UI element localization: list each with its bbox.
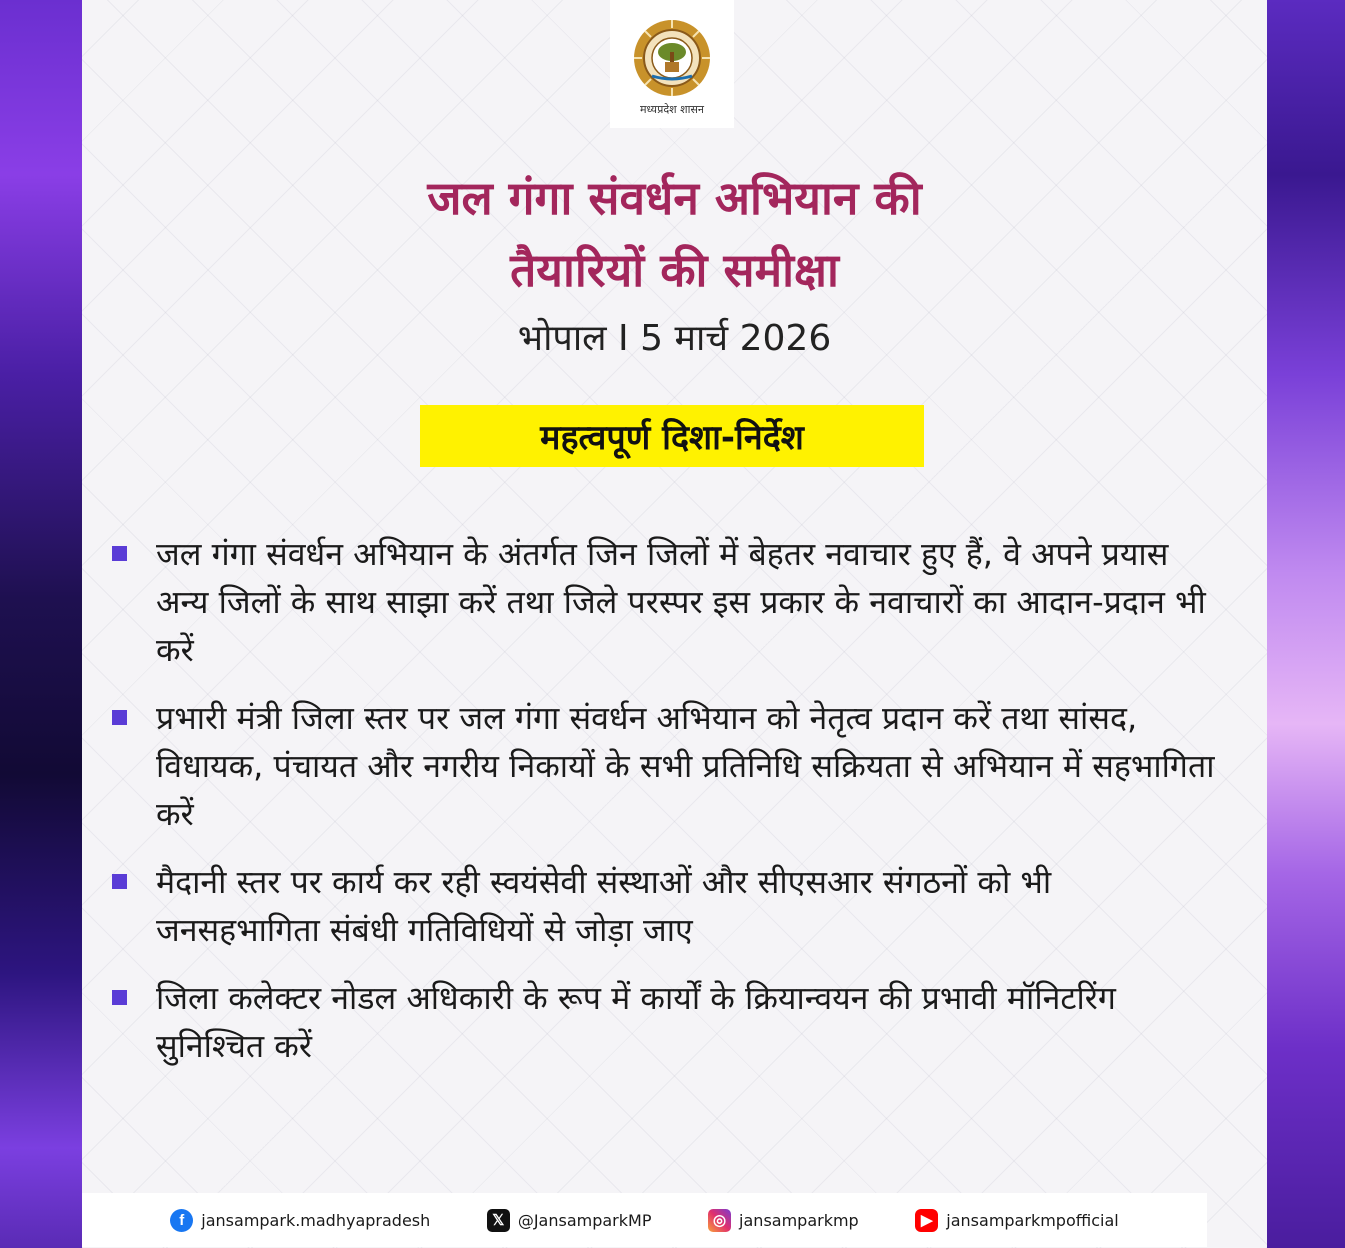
list-item [110, 530, 1220, 674]
social-footer [82, 1193, 1207, 1247]
highlight-text: महत्वपूर्ण दिशा-निर्देश [540, 418, 804, 458]
list-item [110, 858, 1220, 954]
highlight-banner [420, 405, 924, 467]
youtube-link[interactable] [915, 1209, 1118, 1232]
instagram-icon: ◎ [708, 1209, 731, 1232]
square-bullet-icon [112, 546, 127, 561]
logo-caption: मध्यप्रदेश शासन [639, 103, 705, 116]
instagram-handle: jansamparkmp [739, 1210, 859, 1230]
title-line-1: जल गंगा संवर्धन अभियान की [427, 171, 922, 225]
facebook-link[interactable] [170, 1209, 430, 1232]
mp-government-logo [610, 0, 734, 128]
list-item-text: जल गंगा संवर्धन अभियान के अंतर्गत जिन जिलों में बेहतर नवाचार हुए हैं, वे अपने प्रयास अन्य जिलों के साथ साझा करें तथा जिले परस्पर इस प्रकार के नवाचारों का आदान-प्रदान भी करें [156, 535, 1206, 669]
facebook-handle: jansampark.madhyapradesh [201, 1210, 431, 1230]
page-title [82, 162, 1267, 306]
x-handle: @JansamparkMP [517, 1210, 652, 1230]
square-bullet-icon [112, 874, 127, 889]
list-item [110, 974, 1220, 1070]
content-panel [82, 0, 1267, 1248]
list-item-text: मैदानी स्तर पर कार्य कर रही स्वयंसेवी संस्थाओं और सीएसआर संगठनों को भी जनसहभागिता संबंधी गतिविधियों से जोड़ा जाए [156, 863, 1052, 949]
left-decorative-border [0, 0, 82, 1248]
x-icon: 𝕏 [487, 1209, 510, 1232]
youtube-icon: ▶ [915, 1209, 938, 1232]
instagram-link[interactable] [708, 1209, 859, 1232]
dateline: भोपाल I 5 मार्च 2026 [517, 318, 832, 359]
list-item [110, 694, 1220, 838]
list-item-text: प्रभारी मंत्री जिला स्तर पर जल गंगा संवर्धन अभियान को नेतृत्व प्रदान करें तथा सांसद, विधायक, पंचायत और नगरीय निकायों के सभी प्रतिनिधि सक्रियता से अभियान में सहभागिता करें [156, 699, 1215, 833]
facebook-icon: f [170, 1209, 193, 1232]
youtube-handle: jansamparkmpofficial [946, 1210, 1119, 1230]
emblem-icon [632, 18, 712, 98]
list-item-text: जिला कलेक्टर नोडल अधिकारी के रूप में कार्यों के क्रियान्वयन की प्रभावी मॉनिटरिंग सुनिश्चित करें [156, 979, 1116, 1065]
guidelines-list [110, 530, 1220, 1090]
square-bullet-icon [112, 710, 127, 725]
square-bullet-icon [112, 990, 127, 1005]
x-link[interactable] [487, 1209, 652, 1232]
right-decorative-border [1267, 0, 1345, 1248]
title-line-2: तैयारियों की समीक्षा [510, 243, 839, 297]
